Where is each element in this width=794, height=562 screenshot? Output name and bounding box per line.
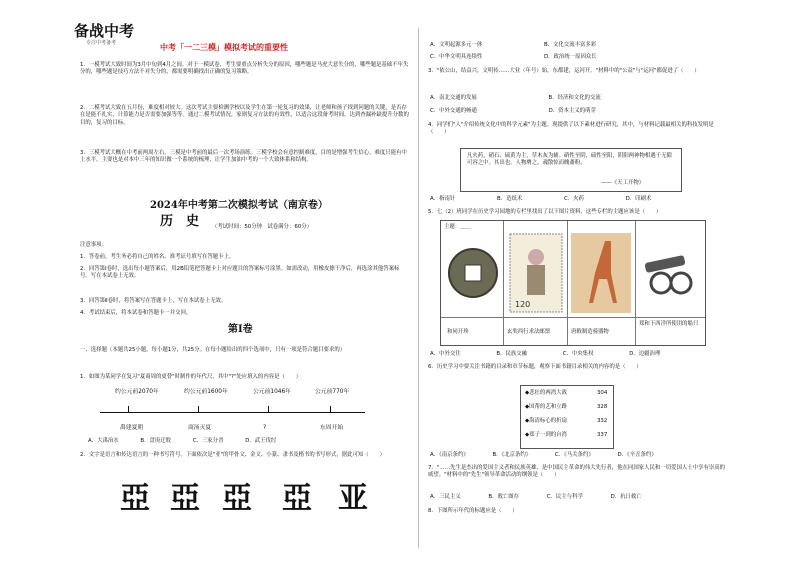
picture-table	[440, 220, 706, 346]
small-seal-character: 亞	[222, 481, 252, 516]
question-8: 8．下图所示年代的标题应是（ ）	[428, 508, 518, 514]
quote-source: ——《天工开物》	[601, 180, 645, 186]
timeline-tick	[268, 406, 269, 412]
question-3-options-row2	[430, 108, 616, 115]
volume-title: 第Ⅰ卷	[228, 324, 253, 335]
option-a[interactable]: A．南北交通的发展	[430, 95, 477, 101]
option-b[interactable]: B．造纸术	[496, 196, 523, 202]
toc-entry: ◆悲壮的两湾大战 304	[525, 390, 608, 396]
clerical-character: 亞	[282, 481, 312, 516]
notes-heading: 注意事项：	[80, 242, 107, 248]
question-4-options	[430, 196, 671, 203]
quote-text: 凡火药，硝石、硫黄为主，草木灰为辅。硝性至阴，硫性至阳，阴阳两神物相遇于无隙可容之中。其出也，人物膺之，魂散惊而魄齑粉。	[467, 153, 672, 167]
toc-box	[520, 385, 614, 449]
column-divider	[418, 28, 419, 548]
regular-character: 亚	[338, 481, 368, 516]
timeline-axis	[100, 412, 365, 413]
option-b[interactable]: B．经济和文化的交流	[548, 95, 601, 101]
option-d[interactable]: D．《辛丑条约》	[617, 452, 657, 458]
exam-title: 2024年中考第二次模拟考试（南京卷）	[150, 200, 328, 211]
timeline-tick	[198, 406, 199, 412]
option-a[interactable]: A．指南针	[430, 196, 456, 202]
option-c[interactable]: C．中外交通的畅通	[430, 108, 477, 114]
option-d[interactable]: D．武王伐纣	[245, 438, 277, 444]
question-6: 6．历史学习中要关注书籍的目录和章节标题，观察下面书籍目录相关的内容的是（ ）	[428, 364, 642, 370]
option-b[interactable]: B．救亡图存	[488, 494, 520, 500]
timeline-bottom-label: 商汤灭夏	[188, 425, 212, 431]
option-c[interactable]: C．《马关条约》	[554, 452, 594, 458]
table-col-line	[567, 221, 568, 345]
question-5: 5．七（2）班同学在历史学习园地的专栏里找出了以下图片资料，这些专栏的主题应该是（ ）	[428, 209, 662, 215]
option-d[interactable]: D．资本主义的萌芽	[548, 108, 596, 114]
option-b[interactable]: B．民族交融	[496, 351, 528, 357]
option-d[interactable]: D．抗日救亡	[610, 494, 642, 500]
question-4: 4．同学们"人"介绍传统文化中的科学元素"为主题。现提供了以下素材进行研究，其中，与材料记载最相关的科技发明是（ ）	[428, 122, 714, 136]
picture-caption: 玄奘西行求法邮票	[507, 329, 551, 335]
exam-logo	[72, 18, 144, 46]
note-1: 1．答卷前，考生务必将自己的姓名、准考证号填写在答题卡上。	[80, 254, 235, 260]
question-2: 2．文字是语言和传达语言的一种书写符号。下面依次是"亚"的甲骨文、金文、小篆、隶书及楷书的书写形式，据此可知（ ）	[80, 452, 385, 458]
intro-paragraph-2: 2．二模考试大致在五月份，难度相对较大。这次考试主要检测学校以及学生在第一轮复习的效果，让老师和孩子找到问题的关键，是否存在是能不扎实，计算能力是否需要加强等等。通过二模考试情况，家则复习方法的有效性，以适合这段备考时间，达到查漏补缺提升分数的目的，复习的目标。	[80, 105, 409, 126]
cannon-icon	[641, 241, 699, 301]
option-c[interactable]: C．火药	[563, 196, 584, 202]
oracle-bone-character: 亞	[120, 481, 150, 516]
picture-caption: 唐敕制造骑器物	[571, 329, 609, 335]
promo-heading: 中考「一二三模」模拟考试的重要性	[160, 43, 288, 52]
question-1-options	[88, 438, 296, 445]
subject-title: 历 史	[160, 214, 200, 229]
option-a[interactable]: A．《南京条约》	[430, 452, 469, 458]
option-d[interactable]: D．边疆治理	[629, 351, 661, 357]
picture-caption: 郑和下西洋所使用的船只	[639, 321, 699, 327]
timeline-top-label: 约公元前1600年	[184, 389, 228, 395]
table-col-line	[635, 221, 636, 345]
table-col-line	[503, 221, 504, 345]
table-rule	[441, 317, 705, 318]
question-7-options	[430, 494, 662, 501]
option-b[interactable]: B．盘庚迁殷	[140, 438, 172, 444]
svg-text:备战中考: 备战中考	[74, 22, 135, 40]
option-a[interactable]: A．三民主义	[430, 494, 461, 500]
question-3-options	[430, 95, 621, 102]
option-b[interactable]: B．文化交流丰富多彩	[543, 42, 597, 48]
option-c[interactable]: C．三家分晋	[192, 438, 224, 444]
question-6-options	[430, 452, 677, 459]
subject-note: （考试时间：50分钟 试卷满分：60分）	[212, 224, 312, 230]
question-5-options	[430, 351, 680, 358]
option-c[interactable]: C．中央集权	[562, 351, 594, 357]
option-c[interactable]: C．民主与科学	[546, 494, 583, 500]
option-a[interactable]: A．中外交往	[430, 351, 461, 357]
option-b[interactable]: B．《北京条约》	[492, 452, 532, 458]
picture-caption: 和同开珍	[447, 329, 469, 335]
note-3: 3．回答第Ⅱ卷时，将答案写在答题卡上，写在本试卷上无效。	[80, 298, 227, 304]
svg-text:专注中考备考: 专注中考备考	[86, 40, 117, 46]
giraffe-painting-icon	[571, 233, 631, 313]
toc-entry: ◆国帮的艺和立路 328	[525, 404, 608, 410]
theme-label: 主题：＿＿	[444, 224, 471, 230]
timeline-top-label: 公元前1046年	[253, 389, 291, 395]
section-instructions: 一、选择题（本题共25小题，每小题1分，共25分。在每小题给出的四个选项中，只有一项是符合题目要求的）	[80, 347, 346, 353]
stamp-icon	[509, 233, 563, 313]
option-d[interactable]: D．政治统一原因众长	[544, 54, 597, 60]
timeline-bottom-label: ?	[263, 425, 267, 431]
toc-entry: ◆郑子一到的台湾 337	[525, 432, 608, 438]
quote-box	[460, 148, 682, 192]
option-c[interactable]: C．中华文明具连续性	[430, 54, 483, 60]
timeline-bottom-label: 禹建夏朝	[120, 425, 144, 431]
note-2: 2．回答第Ⅰ卷时，选出每小题答案后，用2B铅笔把答题卡上对应题目的答案标号涂黑。如需改动，用橡皮擦干净后，再选涂其他答案标号。写在本试卷上无效。	[80, 266, 400, 280]
option-a[interactable]: A．大禹治水	[88, 438, 119, 444]
question-2-options-row2	[430, 54, 617, 61]
question-7: 7．"……先生是杰出的爱国主义者和民族英雄，是中国民主革命的伟大先行者，他在同国家人民和一切爱国人士中享有崇高的威望。"材料中的"先生"领导革命活动的纲领是（ ）	[428, 465, 726, 479]
stamp-value: 120	[515, 300, 531, 309]
option-a[interactable]: A．文明起源多元一体	[430, 42, 483, 48]
question-1: 1．如图为某同学在复习"夏商周的更替"时制作的年代尺，其中"?"处应填入的内容是（ ）	[80, 374, 302, 380]
timeline-top-label: 公元前770年	[315, 389, 350, 395]
timeline-tick	[128, 406, 129, 412]
option-d[interactable]: D．印刷术	[625, 196, 652, 202]
question-3: 3．"依公山，结益兴，文明传……大业（年号）始，东都建，运河开。"材料中的"公益"与"运河"都促进了（ ）	[428, 68, 700, 74]
timeline-top-label: 约公元前2070年	[115, 389, 159, 395]
question-2-options	[430, 42, 616, 49]
intro-paragraph-1: 1．一模考试大致时间为3月中旬到4月之间。对于一模试卷，考生要重点分析失分的原因，哪些题是马虎大意失分的，哪些题是基础不牢失分的，哪些题是技巧方法不对失分的，都需要明确找出正确的复习策略。	[80, 62, 409, 76]
timeline-bottom-label: 东周开始	[320, 425, 344, 431]
ancient-coin-icon	[447, 235, 499, 311]
timeline-tick	[330, 406, 331, 412]
note-4: 4．考试结束后，将本试卷和答题卡一并交回。	[80, 310, 192, 316]
bronze-character: 亞	[170, 481, 200, 516]
intro-paragraph-3: 3．三模考试大概在中考前两周左右，三模是中考前的最后一次考场演练。三模学校会有意控制难度，目的是增强考生信心，难度只能有中上水平，主要也是对本中三年的知识做一个系统的梳理，让学生加油中考的一个大致体系和结构。	[80, 150, 407, 164]
toc-entry: ◆海清标心的折扇 332	[525, 418, 608, 424]
